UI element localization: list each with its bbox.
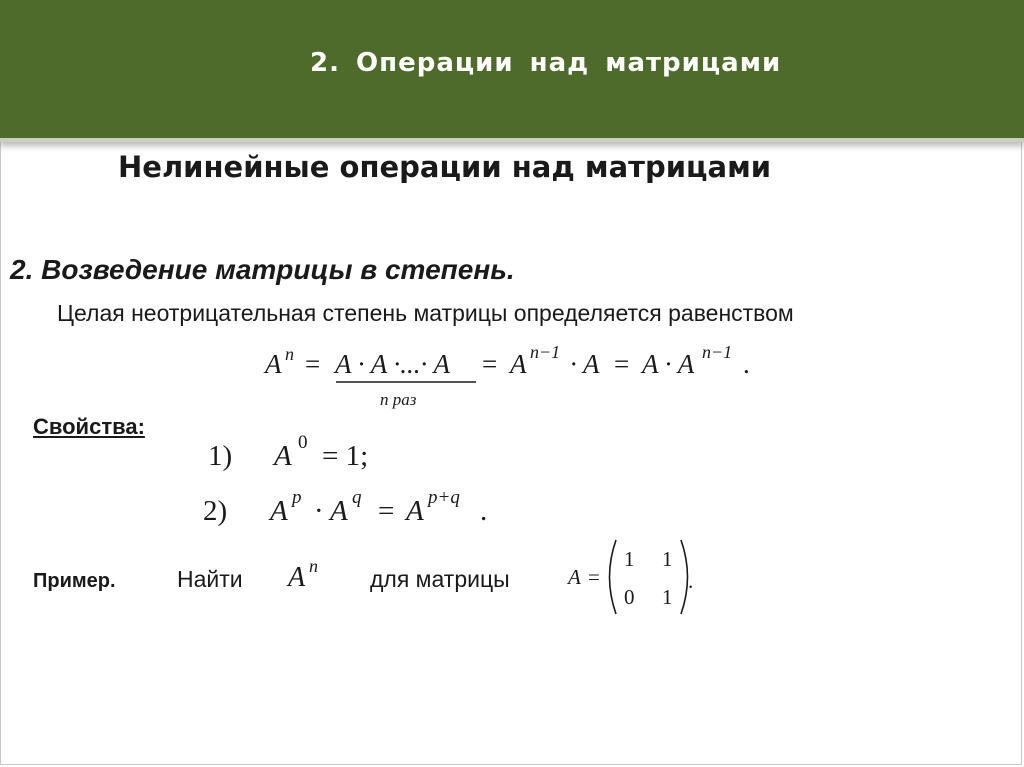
- formula-end: .: [743, 349, 750, 379]
- property-1-rest: = 1;: [322, 440, 369, 472]
- formula-term2-tail: · A: [570, 349, 600, 379]
- formula-term2-exp: n−1: [530, 342, 561, 362]
- matrix-cell-1-2: 1: [662, 547, 673, 571]
- formula-eq2: =: [482, 349, 498, 379]
- example-power: [286, 556, 318, 593]
- formula-term2-base: A: [510, 349, 527, 379]
- example-find-base: A: [288, 562, 306, 593]
- property-2-dot: ·: [314, 495, 324, 527]
- matrix-cell-2-2: 1: [662, 585, 673, 609]
- property-2-base2: A: [330, 495, 348, 527]
- matrix-end: .: [688, 569, 694, 593]
- formula-underbrace-label: n раз: [380, 390, 417, 409]
- matrix-eq: =: [588, 565, 600, 589]
- matrix-cell-2-1: 0: [624, 585, 635, 609]
- example-find-exp: n: [309, 556, 318, 576]
- matrix-cell-1-1: 1: [624, 547, 635, 571]
- property-2-base1: A: [270, 495, 288, 527]
- section-description: Целая неотрицательная степень матрицы определяется равенством: [57, 300, 794, 326]
- matrix-right-paren: [681, 540, 688, 614]
- property-1-base: A: [274, 440, 292, 472]
- section-heading: 2. Возведение матрицы в степень.: [10, 254, 515, 285]
- slide-title: 2. Операции над матрицами: [310, 48, 782, 78]
- example-label: Пример.: [33, 570, 116, 592]
- formula-lhs-exp: n: [285, 344, 294, 364]
- power-definition-formula: [263, 342, 750, 409]
- example-find-text: Найти: [177, 566, 243, 592]
- property-2-exp1: p: [292, 487, 302, 508]
- formula-product: A · A ·...· A: [335, 349, 451, 379]
- property-2-exp3: p+q: [428, 487, 460, 508]
- property-1-exp: 0: [298, 432, 308, 453]
- formula-eq3: =: [614, 349, 630, 379]
- matrix-left-paren: [610, 540, 617, 614]
- property-2-base3: A: [406, 495, 424, 527]
- property-2-end: .: [480, 495, 488, 527]
- formula-term3-exp: n−1: [702, 342, 733, 362]
- subtitle: Нелинейные операции над матрицами: [118, 150, 772, 184]
- formula-eq1: =: [305, 349, 321, 379]
- property-1-number: 1): [208, 440, 233, 472]
- property-2-number: 2): [203, 495, 228, 527]
- example-for-matrix-text: для матрицы: [370, 566, 510, 592]
- formula-term3-head: A · A: [642, 349, 695, 379]
- property-2-eq: =: [378, 495, 395, 527]
- property-2-exp2: q: [352, 487, 362, 508]
- formula-lhs-base: A: [265, 349, 282, 379]
- property-2: [203, 487, 487, 527]
- example-matrix: [566, 540, 693, 614]
- property-1: [208, 432, 368, 472]
- matrix-name: A: [568, 565, 581, 589]
- properties-label: Свойства:: [33, 414, 145, 439]
